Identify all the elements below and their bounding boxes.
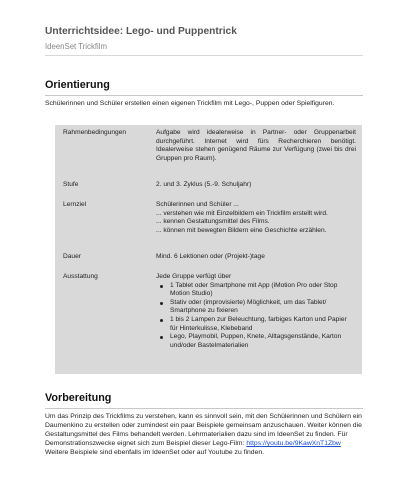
document-title: Unterrichtsidee: Lego- und Puppentrick [45,26,237,37]
list-item: Lego, Playmobil, Puppen, Knete, Alltagsgenstände, Karton und/oder Bastelmaterialien [156,333,356,350]
lernziel-line: Schülerinnen und Schüler ... [156,201,239,208]
document-header [45,25,363,56]
preparation-text [45,412,363,457]
lernziel-line: ... verstehen wie mit Einzelbildern ein Trickfilm erstellt wird. [156,209,328,217]
header-divider [45,55,363,56]
info-label: Dauer [63,253,81,260]
preparation-divider [45,408,363,409]
info-label: Lernziel [63,201,87,208]
youtube-example-link[interactable]: https://youtu.be/9KawXnT1Zbw [246,440,341,447]
info-value: 2. und 3. Zyklus (5.-9. Schuljahr) [156,181,252,188]
info-value [156,201,356,235]
orientation-intro: Schülerinnen und Schüler erstellen einen eigenen Trickfilm mit Lego-, Puppen oder Spielfiguren. [45,100,335,107]
preparation-text-after-link: Weitere Beispiele sind ebenfalls im IdeenSet oder auf Youtube zu finden. [45,449,265,456]
lernziel-line: ... können mit bewegten Bildern eine Geschichte erzählen. [156,226,327,234]
ausstattung-intro: Jede Gruppe verfügt über [156,273,232,280]
lernziel-line: ... kennen Gestaltungsmittel des Films. [156,218,270,226]
info-value: Aufgabe wird idealerweise in Partner- oder Gruppenarbeit durchgeführt. Internet wird fürs Recherchieren benötigt. Idealerweise stehen genügend Räume zur Verfügung (zwei bis drei Gruppen pro Raum). [156,129,356,162]
orientation-heading: Orientierung [45,79,110,91]
list-item: 1 Tablet oder Smartphone mit App (iMotion Pro oder Stop Motion Studio) [156,282,356,299]
info-label: Ausstattung [63,273,98,280]
orientation-section [45,79,363,108]
equipment-list [156,282,356,351]
list-item: 1 bis 2 Lampen zur Beleuchtung, farbiges Karton und Papier für Hinterkulisse, Klebeband [156,316,356,333]
document-subtitle: IdeenSet Trickfilm [45,42,107,51]
info-table [55,125,362,374]
info-value: Mind. 6 Lektionen oder (Projekt-)tage [156,253,265,260]
preparation-text-before-link: Um das Prinzip des Trickfilms zu verstehen, kann es sinnvoll sein, mit den Schülerinnen und Schülern ein Daumenkino zu erstellen oder zumindest ein paar Beispiele gemeinsam anzuschauen. Weiter können die Gestaltungsmittel des Films behandelt werden. Lehrmaterialien dazu sind im IdeenSet zu finden. Für Demonstrationszwecke eignet sich zum Beispiel dieser Lego-Film: [45,413,362,447]
preparation-section [45,392,363,457]
info-label: Rahmenbedingungen [63,129,127,136]
info-label: Stufe [63,181,79,188]
info-value [156,273,356,350]
list-item: Stativ oder (improvisierte) Möglichkeit, um das Tablet/ Smartphone zu fixieren [156,299,356,316]
orientation-divider [45,95,363,96]
preparation-heading: Vorbereitung [45,392,112,404]
